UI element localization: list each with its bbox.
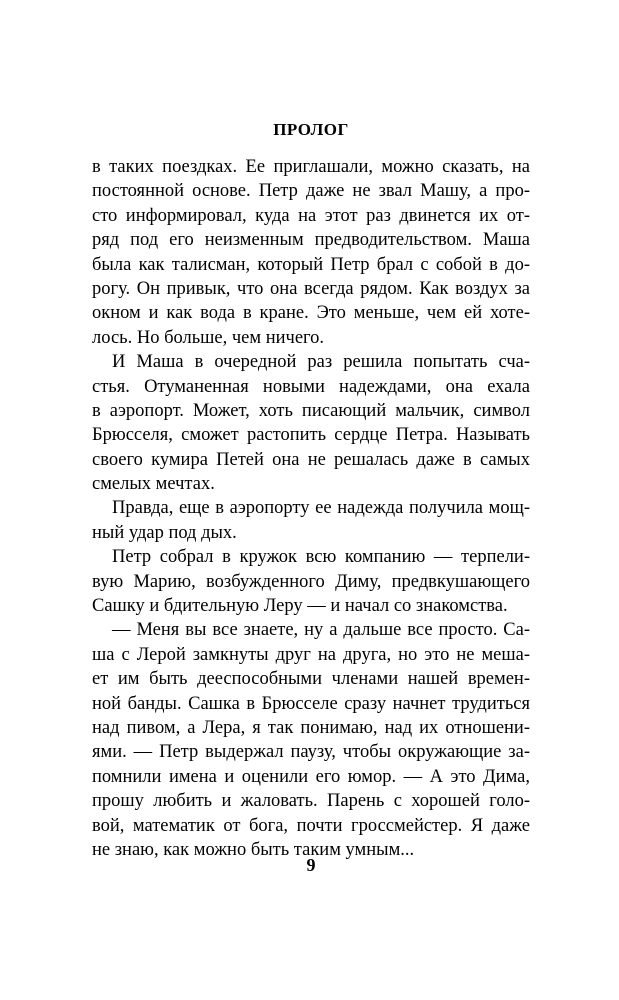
- text-line: была как талисман, который Петр брал с собой в до-: [92, 254, 530, 275]
- text-line: ет им быть дееспособными членами нашей времен-: [92, 669, 530, 690]
- text-line: сто информировал, куда на этот раз двинется их от-: [92, 205, 530, 226]
- page-number: 9: [306, 855, 316, 875]
- text-line: рогу. Он привык, что она всегда рядом. Как воздух за: [92, 278, 530, 299]
- text-line: Сашку и бдительную Леру — и начал со знакомства.: [92, 596, 508, 617]
- running-head: ПРОЛОГ: [273, 120, 349, 139]
- text-line: ный удар под дых.: [92, 522, 237, 543]
- body-text: [92, 155, 530, 862]
- text-line: стья. Отуманенная новыми надеждами, она ехала: [92, 376, 530, 397]
- text-line: вой, математик от бога, почти гроссмейстер. Я даже: [92, 815, 530, 836]
- text-line: над пивом, а Лера, я так понимаю, над их отношени-: [92, 717, 530, 738]
- text-line: ряд под его неизменным предводительством. Маша: [92, 230, 530, 251]
- text-line: ной банды. Сашка в Брюсселе сразу начнет трудиться: [92, 693, 530, 714]
- text-line: ями. — Петр выдержал паузу, чтобы окружающие за-: [92, 742, 530, 763]
- text-line: лось. Но больше, чем ничего.: [92, 327, 325, 348]
- text-line: смелых мечтах.: [92, 474, 215, 495]
- text-line: окном и как вода в кране. Это меньше, чем ей хоте-: [92, 303, 530, 324]
- text-line: — Меня вы все знаете, ну а дальше все просто. Са-: [112, 620, 530, 641]
- text-line: Петр собрал в кружок всю компанию — терпели-: [112, 547, 530, 568]
- text-line: вую Марию, возбужденного Диму, предвкушающего: [92, 571, 530, 592]
- text-line: помнили имена и оценили его юмор. — А это Дима,: [92, 766, 530, 787]
- text-line: своего кумира Петей она не решалась даже в самых: [92, 449, 530, 470]
- text-line: в аэропорт. Может, хоть писающий мальчик, символ: [92, 400, 530, 421]
- text-line: Правда, еще в аэропорту ее надежда получила мощ-: [112, 498, 530, 519]
- text-line: в таких поездках. Ее приглашали, можно сказать, на: [92, 157, 530, 177]
- text-line: Брюсселя, сможет растопить сердце Петра. Называть: [92, 425, 530, 446]
- text-line: постоянной основе. Петр даже не звал Машу, а про-: [92, 181, 530, 202]
- book-page: [92, 0, 530, 1000]
- text-line: не знаю, как можно быть таким умным...: [92, 839, 415, 860]
- text-line: прошу любить и жаловать. Парень с хорошей голо-: [92, 791, 530, 812]
- text-line: И Маша в очередной раз решила попытать сча-: [112, 352, 530, 373]
- text-line: ша с Лерой замкнуты друг на друга, но это не меша-: [92, 644, 530, 665]
